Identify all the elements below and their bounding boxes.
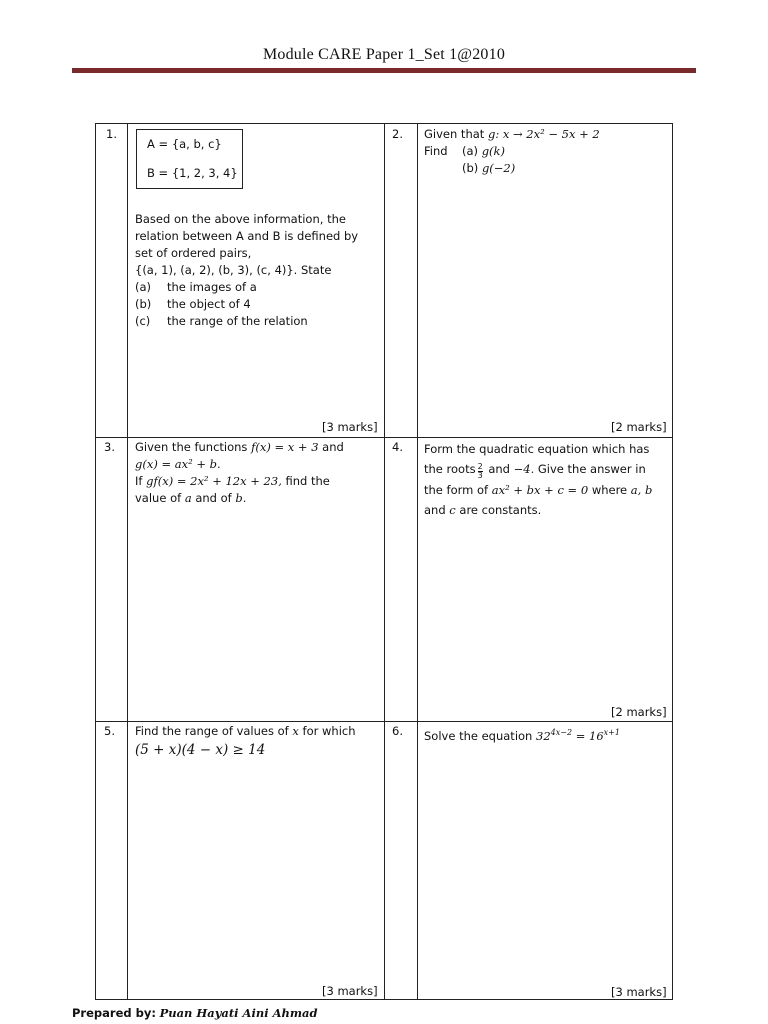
question-grid [95, 123, 673, 1000]
q6-equals: = [575, 729, 586, 743]
q2-part-a-label: (a) [462, 144, 479, 158]
q1-line-2: relation between A and B is defined by [135, 229, 359, 243]
question-number-4: 4. [392, 440, 403, 454]
q3-and-of: and of [195, 491, 232, 505]
q5-x: x [292, 724, 299, 738]
q4-constants: are constants. [459, 503, 542, 517]
q6-rhs-exponent: x+1 [603, 728, 620, 737]
q1-line-4: {(a, 1), (a, 2), (b, 3), (c, 4)}. State [135, 263, 332, 277]
question-number-5: 5. [104, 724, 115, 738]
q3-value-of: value of [135, 491, 182, 505]
option-b-label: (b) [135, 297, 152, 311]
question-6-text [424, 724, 669, 745]
q1-option-c [135, 313, 380, 330]
q4-and-2: and [424, 503, 446, 517]
sets-box [136, 129, 243, 189]
document-header: Module CARE Paper 1_Set 1@2010 [262, 46, 506, 63]
q3-and: and [322, 440, 344, 454]
q3-var-a: a [184, 491, 192, 505]
option-a-label: (a) [135, 280, 152, 294]
option-c-label: (c) [135, 314, 151, 328]
option-a-text: the images of a [167, 280, 257, 294]
set-b: B = {1, 2, 3, 4} [147, 166, 238, 180]
q2-marks: [2 marks] [611, 420, 667, 434]
q2-function: g: x → 2x² − 5x + 2 [487, 127, 600, 141]
q4-and: and [488, 462, 510, 476]
question-1-text [135, 211, 380, 330]
q2-part-b-label: (b) [462, 161, 479, 175]
q2-find: Find [424, 144, 448, 158]
question-2-text [424, 126, 669, 177]
q4-marks: [2 marks] [611, 705, 667, 719]
q2-part-a: g(k) [481, 144, 505, 158]
q3-g: g(x) = ax² + b. [135, 457, 221, 471]
question-number-3: 3. [104, 440, 115, 454]
q4-give: Give the answer in [537, 462, 646, 476]
question-number-1: 1. [106, 127, 117, 141]
q5-for-which: for which [302, 724, 356, 738]
question-number-2: 2. [392, 127, 403, 141]
question-4-text [424, 439, 672, 520]
q4-var-c: c [449, 503, 456, 517]
set-a: A = {a, b, c} [147, 137, 222, 151]
q6-lhs: $32^{4x-2}$ [536, 728, 573, 743]
q3-var-b: b. [235, 491, 247, 505]
divider-row-1 [96, 437, 672, 438]
divider-row-2 [96, 721, 672, 722]
option-c-text: the range of the relation [167, 314, 308, 328]
q6-lhs-exponent: 4x−2 [550, 728, 573, 737]
divider-col-3 [417, 124, 418, 999]
q5-inequality: (5 + x)(4 − x) ≥ 14 [135, 742, 266, 758]
q3-if: If [135, 474, 143, 488]
q2-intro: Given that [424, 127, 485, 141]
q2-part-b: g(−2) [481, 161, 516, 175]
header-rule [72, 68, 696, 73]
footer-label: Prepared by: [72, 1006, 156, 1020]
q4-roots-label: the roots [424, 462, 476, 476]
q3-intro: Given the functions [135, 440, 248, 454]
q6-marks: [3 marks] [611, 985, 667, 999]
divider-col-2 [384, 124, 385, 999]
question-number-6: 6. [392, 724, 403, 738]
q4-fraction: $\frac{2}{3}$ [477, 462, 483, 480]
q3-find: find the [285, 474, 330, 488]
q4-vars: a, b [630, 483, 653, 497]
q3-gf: gf(x) = 2x² + 12x + 23, [146, 474, 282, 488]
q4-form-of: the form of [424, 483, 489, 497]
option-b-text: the object of 4 [167, 297, 251, 311]
q1-option-b [135, 296, 380, 313]
author-name: Puan Hayati Aini Ahmad [159, 1006, 318, 1020]
footer [72, 1006, 318, 1020]
q5-marks: [3 marks] [322, 984, 378, 998]
q3-f: f(x) = x + 3 [251, 440, 319, 454]
question-3-text [135, 439, 380, 507]
q4-root-2: −4. [513, 462, 535, 476]
q1-option-a [135, 279, 380, 296]
q6-rhs: $16^{x+1}$ [589, 728, 620, 743]
question-5-text [135, 723, 380, 759]
q1-line-3: set of ordered pairs, [135, 246, 252, 260]
divider-col-1 [127, 124, 128, 999]
q4-line-1: Form the quadratic equation which has [424, 442, 650, 456]
q4-expression: ax² + bx + c = 0 [491, 483, 589, 497]
q1-marks: [3 marks] [322, 420, 378, 434]
q6-intro: Solve the equation [424, 729, 533, 743]
q1-line-1: Based on the above information, the [135, 212, 346, 226]
q5-intro: Find the range of values of [135, 724, 289, 738]
q4-where: where [591, 483, 628, 497]
